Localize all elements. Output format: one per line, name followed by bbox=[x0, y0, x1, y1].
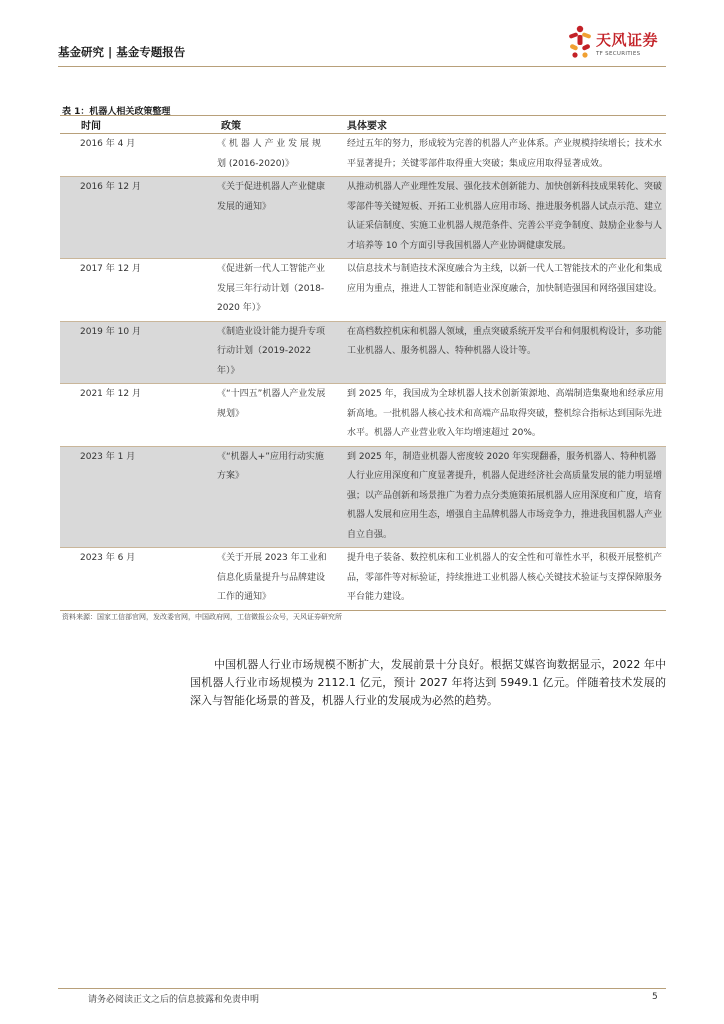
cell-time: 2023 年 6 月 bbox=[60, 548, 217, 611]
cell-requirement: 经过五年的努力，形成较为完善的机器人产业体系。产业规模持续增长；技术水平显著提升；关键零部件取得重大突破；集成应用取得显著成效。 bbox=[333, 134, 666, 177]
logo-company-name: 天风证券 bbox=[596, 31, 659, 49]
cell-time: 2017 年 12 月 bbox=[60, 259, 217, 322]
cell-time: 2016 年 12 月 bbox=[60, 177, 217, 259]
cell-policy: 《“十四五”机器人产业发展规划》 bbox=[217, 384, 333, 447]
cell-time: 2016 年 4 月 bbox=[60, 134, 217, 177]
column-header-time: 时间 bbox=[60, 116, 217, 134]
table-row bbox=[60, 177, 666, 259]
cell-policy: 《关于开展 2023 年工业和信息化质量提升与品牌建设工作的通知》 bbox=[217, 548, 333, 611]
cell-time: 2021 年 12 月 bbox=[60, 384, 217, 447]
table-row bbox=[60, 384, 666, 447]
table-caption: 表 1：机器人相关政策整理 bbox=[62, 107, 171, 117]
column-header-requirement: 具体要求 bbox=[333, 116, 666, 134]
cell-time: 2019 年 10 月 bbox=[60, 321, 217, 384]
body-paragraph bbox=[190, 656, 666, 710]
report-header-title: 基金研究 | 基金专题报告 bbox=[58, 45, 186, 59]
cell-requirement: 以信息技术与制造技术深度融合为主线，以新一代人工智能技术的产业化和集成应用为重点，推进人工智能和制造业深度融合，加快制造强国和网络强国建设。 bbox=[333, 259, 666, 322]
company-logo bbox=[566, 25, 686, 65]
cell-requirement: 从推动机器人产业理性发展、强化技术创新能力、加快创新科技成果转化、突破零部件等关键短板、开拓工业机器人应用市场、推进服务机器人试点示范、建立认证采信制度、实施工业机器人规范条件、完善公平竞争制度、鼓励企业参与人才培养等 10 个方面引导我国机器人产业协调健康发展。 bbox=[333, 177, 666, 259]
table-row bbox=[60, 321, 666, 384]
table-row bbox=[60, 548, 666, 611]
body-paragraph-text: 中国机器人行业市场规模不断扩大，发展前景十分良好。根据艾媒咨询数据显示，2022 年中国机器人行业市场规模为 2112.1 亿元，预计 2027 年将达到 5949.1 亿元。伴随着技术发展的深入与智能化场景的普及，机器人行业的发展成为必然的趋势。 bbox=[190, 658, 666, 707]
cell-requirement: 在高档数控机床和机器人领域，重点突破系统开发平台和伺服机构设计，多功能工业机器人、服务机器人、特种机器人设计等。 bbox=[333, 321, 666, 384]
cell-requirement: 提升电子装备、数控机床和工业机器人的安全性和可靠性水平，积极开展整机产品，零部件等对标验证，持续推进工业机器人核心关键技术验证与支撑保障服务平台能力建设。 bbox=[333, 548, 666, 611]
cell-time: 2023 年 1 月 bbox=[60, 446, 217, 548]
cell-policy: 《促进新一代人工智能产业发展三年行动计划（2018-2020 年）》 bbox=[217, 259, 333, 322]
header-divider bbox=[58, 66, 666, 67]
logo-company-subname: TF SECURITIES bbox=[596, 51, 641, 57]
policy-table bbox=[60, 115, 666, 611]
table-header-row bbox=[60, 116, 666, 134]
cell-requirement: 到 2025 年，制造业机器人密度较 2020 年实现翻番，服务机器人、特种机器人行业应用深度和广度显著提升，机器人促进经济社会高质量发展的能力明显增强；以产品创新和场景推广为着力点分类施策拓展机器人应用深度和广度，培育机器人发展和应用生态，增强自主品牌机器人市场竞争力，推进我国机器人产业自立自强。 bbox=[333, 446, 666, 548]
cell-policy: 《“机器人+”应用行动实施方案》 bbox=[217, 446, 333, 548]
cell-policy: 《 机 器 人 产 业 发 展 规 划 (2016-2020)》 bbox=[217, 134, 333, 177]
table-row bbox=[60, 446, 666, 548]
footer-divider bbox=[58, 988, 666, 989]
column-header-policy: 政策 bbox=[217, 116, 333, 134]
footer-disclaimer: 请务必阅读正文之后的信息披露和免责申明 bbox=[88, 995, 260, 1005]
table-source-note: 资料来源：国家工信部官网，发改委官网，中国政府网，工信微报公众号，天风证券研究所 bbox=[62, 613, 342, 621]
table-row bbox=[60, 259, 666, 322]
cell-policy: 《制造业设计能力提升专项行动计划（2019-2022 年）》 bbox=[217, 321, 333, 384]
logo-mark-icon bbox=[566, 25, 594, 59]
table-row bbox=[60, 134, 666, 177]
page-number: 5 bbox=[652, 992, 658, 1002]
cell-requirement: 到 2025 年，我国成为全球机器人技术创新策源地、高端制造集聚地和经承应用新高地。一批机器人核心技术和高端产品取得突破，整机综合指标达到国际先进水平。机器人产业营业收入年均增速超过 20%。 bbox=[333, 384, 666, 447]
cell-policy: 《关于促进机器人产业健康发展的通知》 bbox=[217, 177, 333, 259]
